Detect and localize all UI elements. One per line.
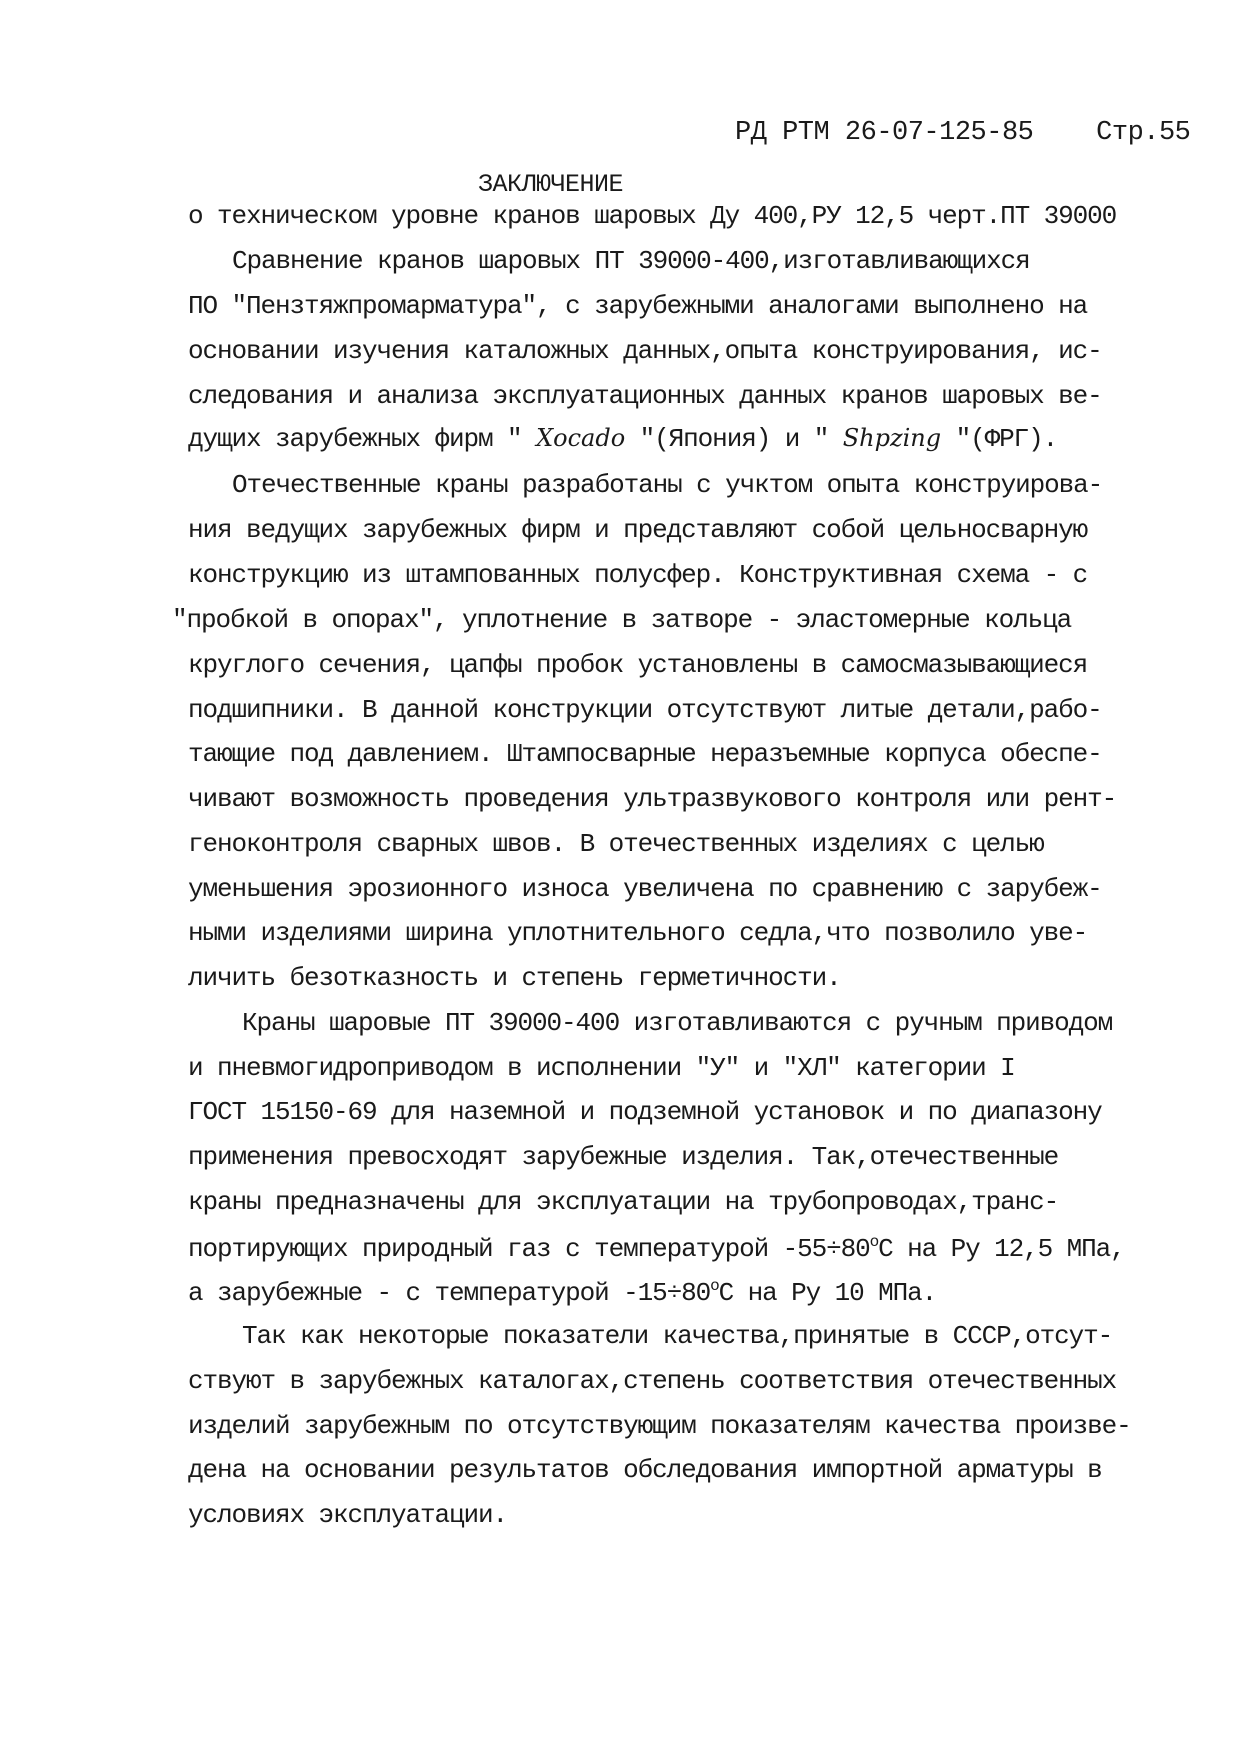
text-line-07: ния ведущих зарубежных фирм и представляют собой цельносварную — [188, 515, 1088, 545]
text-line-23: портирующих природный газ с температурой $-55\div 80^оС$ на Ру 12,5 МПа, — [188, 1233, 1125, 1264]
text-line-15: уменьшения эрозионного износа увеличена по сравнению с зарубеж- — [188, 874, 1102, 904]
page-number: Стр.55 — [1096, 118, 1191, 148]
text-line-10: круглого сечения, цапфы пробок установлены в самосмазывающиеся — [188, 650, 1088, 680]
text-line-01: Сравнение кранов шаровых ПТ 39000-400,изготавливающихся — [232, 246, 1030, 276]
text-line-27: изделий зарубежным по отсутствующим показателям качества произве- — [188, 1411, 1131, 1441]
page-header — [735, 118, 1190, 148]
text-line-16: ными изделиями ширина уплотнительного седла,что позволило уве- — [188, 918, 1088, 948]
degree-mark: о — [710, 1277, 719, 1295]
text-line-19: и пневмогидроприводом в исполнении "У" и "ХЛ" категории I — [188, 1053, 1015, 1083]
text-line-02: ПО "Пензтяжпромарматура", с зарубежными аналогами выполнено на — [188, 291, 1088, 321]
text-line-17: личить безотказность и степень герметичности. — [188, 963, 841, 993]
handwritten-firm-name-2: Shpzing — [842, 424, 942, 452]
text-line-09: "пробкой в опорах", уплотнение в затворе - эластомерные кольца — [172, 605, 1072, 635]
text-line-21: применения превосходят зарубежные изделия. Так,отечественные — [188, 1142, 1059, 1172]
text-line-05: дущих зарубежных фирм " Xocado "(Япония) и " Shpzing "(ФРГ). — [188, 424, 1058, 454]
text-line-26: ствуют в зарубежных каталогах,степень соответствия отечественных — [188, 1366, 1117, 1396]
text-line-25: Так как некоторые показатели качества,принятые в СССР,отсут- — [242, 1321, 1113, 1351]
text-line-29: условиях эксплуатации. — [188, 1500, 508, 1530]
handwritten-firm-name-1: Xocado — [536, 424, 626, 452]
text-line-03: основании изучения каталожных данных,опыта конструирования, ис- — [188, 336, 1102, 366]
text-line-06: Отечественные краны разработаны с учктом опыта конструирова- — [232, 470, 1103, 500]
text-line-18: Краны шаровые ПТ 39000-400 изготавливаются с ручным приводом — [242, 1008, 1113, 1038]
text-line-28: дена на основании результатов обследования импортной арматуры в — [188, 1455, 1102, 1485]
text-line-13: чивают возможность проведения ультразвукового контроля или рент- — [188, 784, 1117, 814]
degree-mark: о — [869, 1233, 879, 1251]
document-id: РД РТМ 26-07-125-85 — [735, 118, 1034, 148]
text-line-12: тающие под давлением. Штампосварные неразъемные корпуса обеспе- — [188, 739, 1102, 769]
text-line-04: следования и анализа эксплуатационных данных кранов шаровых ве- — [188, 381, 1102, 411]
document-title: ЗАКЛЮЧЕНИЕ — [478, 170, 624, 199]
text-line-08: конструкцию из штампованных полусфер. Конструктивная схема - с — [188, 560, 1088, 590]
text-line-14: геноконтроля сварных швов. В отечественных изделиях с целью — [188, 829, 1044, 859]
text-line-20: ГОСТ 15150-69 для наземной и подземной установок и по диапазону — [188, 1097, 1102, 1127]
document-subtitle: о техническом уровне кранов шаровых Ду 400,РУ 12,5 черт.ПТ 39000 — [188, 201, 1117, 231]
text-line-24: а зарубежные - с температурой $-15\div 80^оС$ на Ру 10 МПа. — [188, 1277, 937, 1308]
text-line-11: подшипники. В данной конструкции отсутствуют литые детали,рабо- — [188, 695, 1102, 725]
text-line-22: краны предназначены для эксплуатации на трубопроводах,транс- — [188, 1187, 1059, 1217]
